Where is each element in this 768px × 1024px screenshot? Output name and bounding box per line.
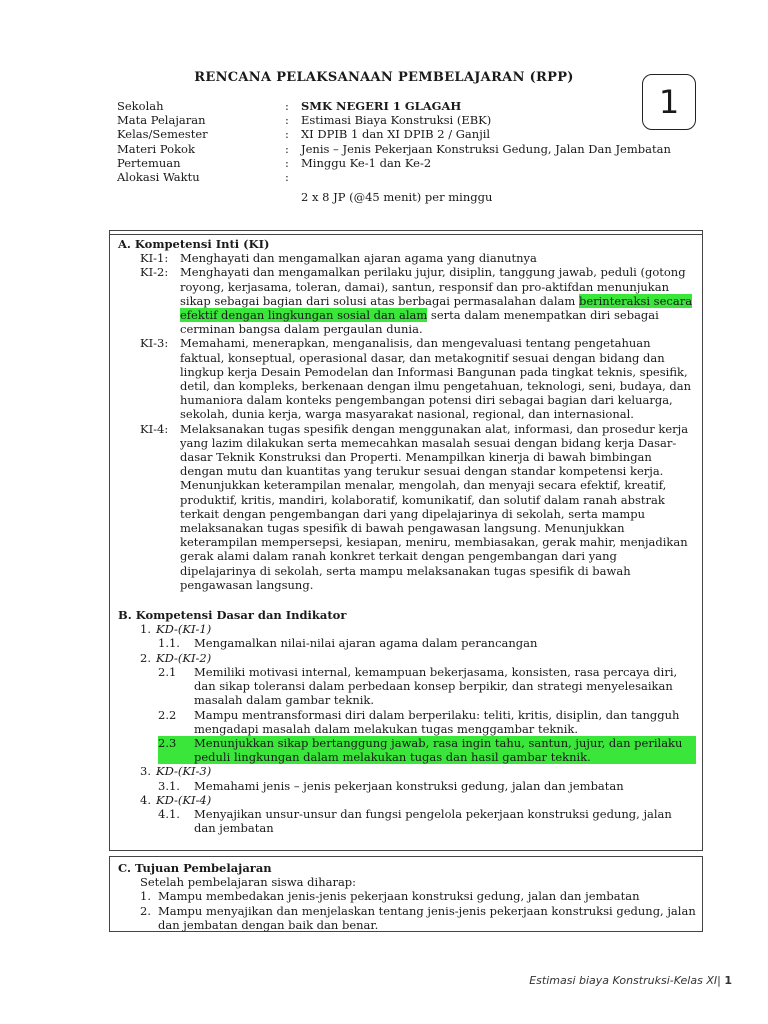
section-ki-kd (109, 230, 703, 851)
meta-label (117, 190, 285, 204)
ki-4: KI-4: Melaksanakan tugas spesifik dengan menggunakan alat, informasi, dan prosedur kerja yang lazim dilakukan serta memecahkan masalah sesuai dengan bidang kerja Dasar-dasar Teknik Konstruksi dan Properti. Menampilkan kinerja di bawah bimbingan dengan mutu dan kuantitas yang terukur sesuai dengan standar kompetensi kerja. Menunjukkan keterampilan menalar, mengolah, dan menyaji secara efektif, kreatif, produktif, kritis, mandiri, kolaboratif, komunikatif, dan solutif dalam ranah abstrak terkait dengan pengembangan dari yang dipelajarinya di sekolah, serta mampu melaksanakan tugas spesifik di bawah pengawasan langsung. Menunjukkan keterampilan mempersepsi, kesiapan, meniru, membiasakan, gerak mahir, menjadikan gerak alami dalam ranah konkret terkait dengan pengembangan dari yang dipelajarinya di sekolah, serta mampu melaksanakan tugas spesifik di bawah pengawasan langsung. (140, 421, 689, 592)
meta-row-jp (117, 190, 677, 204)
meta-row-kelas: Kelas/Semester : XI DPIB 1 dan XI DPIB 2 / Ganjil (117, 127, 677, 141)
meta-value: 2 x 8 JP (@45 menit) per minggu (301, 190, 493, 205)
meta-value (301, 170, 677, 184)
meta-value: Estimasi Biaya Konstruksi (EBK) (301, 113, 492, 128)
meta-value: Jenis – Jenis Pekerjaan Konstruksi Gedung, Jalan Dan Jembatan (301, 141, 671, 156)
indicator-3-1: 3.1. Memahami jenis – jenis pekerjaan konstruksi gedung, jalan dan jembatan (158, 778, 624, 793)
meta-row-mapel: Mata Pelajaran : Estimasi Biaya Konstruksi (EBK) (117, 113, 677, 127)
section-tujuan (109, 856, 703, 932)
section-c-heading: C. Tujuan Pembelajaran (118, 861, 272, 875)
meta-label: Pertemuan (117, 155, 181, 170)
identity-table (117, 99, 677, 204)
meta-row-materi: Materi Pokok : Jenis – Jenis Pekerjaan Konstruksi Gedung, Jalan Dan Jembatan (117, 142, 677, 156)
ki-3: KI-3: Memahami, menerapkan, menganalisis, dan mengevaluasi tentang pengetahuan faktual, konseptual, operasional dasar, dan metakognitif sesuai dengan bidang dan lingkup kerja Desain Pemodelan dan Informasi Bangunan pada tingkat teknis, spesifik, detil, dan kompleks, berkenaan dengan ilmu pengetahuan, teknologi, seni, budaya, dan humaniora dalam konteks pengembangan potensi diri sebagai bagian dari keluarga, sekolah, dunia kerja, warga masyarakat nasional, regional, dan internasional. (140, 336, 692, 422)
ki-1: KI-1: Menghayati dan mengamalkan ajaran agama yang dianutnya (140, 251, 537, 266)
meta-label: Kelas/Semester (117, 127, 208, 142)
kd-4: 4. KD-(KI-4) (140, 792, 212, 807)
footer-separator: | (717, 974, 721, 987)
page-number-box: 1 (642, 74, 696, 130)
meta-value: Minggu Ke-1 dan Ke-2 (301, 155, 432, 170)
indicator-2-2: 2.2 Mampu mentransformasi diri dalam berperilaku: teliti, kritis, disiplin, dan tangguh mengadapi masalah dalam melakukan tugas menggambar teknik. (158, 707, 680, 736)
kd-3: 3. KD-(KI-3) (140, 764, 212, 779)
page-footer (529, 974, 732, 987)
meta-label: Alokasi Waktu (117, 170, 200, 185)
indicator-2-3: 2.3 Menunjukkan sikap bertanggung jawab, rasa ingin tahu, santun, jujur, dan perilaku peduli lingkungan dalam melakukan tugas dan hasil gambar teknik. (158, 736, 696, 764)
meta-value: SMK NEGERI 1 GLAGAH (301, 99, 462, 113)
meta-row-sekolah: Sekolah : SMK NEGERI 1 GLAGAH (117, 99, 677, 113)
kd-2: 2. KD-(KI-2) (140, 650, 212, 665)
tujuan-item: 2. Mampu menyajikan dan menjelaskan tentang jenis-jenis pekerjaan konstruksi gedung, jalan dan jembatan dengan baik dan benar. (140, 903, 696, 932)
footer-text: Estimasi biaya Konstruksi-Kelas XI (529, 974, 718, 987)
kd-1: 1. KD-(KI-1) (140, 622, 212, 637)
document-title: RENCANA PELAKSANAAN PEMBELAJARAN (RPP) (194, 70, 574, 85)
meta-label: Sekolah (117, 99, 164, 113)
tujuan-item: 1. Mampu membedakan jenis-jenis pekerjaan konstruksi gedung, jalan dan jembatan (140, 889, 640, 904)
meta-value: XI DPIB 1 dan XI DPIB 2 / Ganjil (301, 127, 491, 142)
ki-2: KI-2: Menghayati dan mengamalkan perilaku jujur, disiplin, tanggung jawab, peduli (gotong royong, kerjasama, toleran, damai), santun, responsif dan pro-aktifdan menunjukan sikap sebagai bagian dari solusi atas berbagai permasalahan dalam berinteraksi secara efektif dengan lingkungan sosial dan alam serta dalam menempatkan diri sebagai cerminan bangsa dalam pergaulan dunia. (140, 265, 693, 337)
meta-row-pertemuan: Pertemuan : Minggu Ke-1 dan Ke-2 (117, 156, 677, 170)
indicator-1-1: 1.1. Mengamalkan nilai-nilai ajaran agama dalam perancangan (158, 636, 538, 651)
section-a-heading: A. Kompetensi Inti (KI) (118, 237, 270, 251)
section-c-intro: Setelah pembelajaran siswa diharap: (140, 875, 357, 890)
highlighted-text: berinteraksi secara efektif dengan lingkungan sosial dan alam (180, 293, 693, 323)
indicator-2-1: 2.1 Memiliki motivasi internal, kemampuan bekerjasama, konsisten, rasa percaya diri, dan sikap toleransi dalam perbedaan konsep berpikir, dan strategi menyelesaikan masalah dalam gambar teknik. (158, 664, 678, 708)
meta-row-alokasi: Alokasi Waktu : (117, 170, 677, 184)
indicator-4-1: 4.1. Menyajikan unsur-unsur dan fungsi pengelola pekerjaan konstruksi gedung, jalan dan jembatan (158, 806, 672, 836)
section-b-heading: B. Kompetensi Dasar dan Indikator (118, 608, 347, 623)
meta-label: Mata Pelajaran (117, 113, 206, 128)
footer-page-number: 1 (724, 974, 732, 987)
meta-label: Materi Pokok (117, 141, 195, 156)
